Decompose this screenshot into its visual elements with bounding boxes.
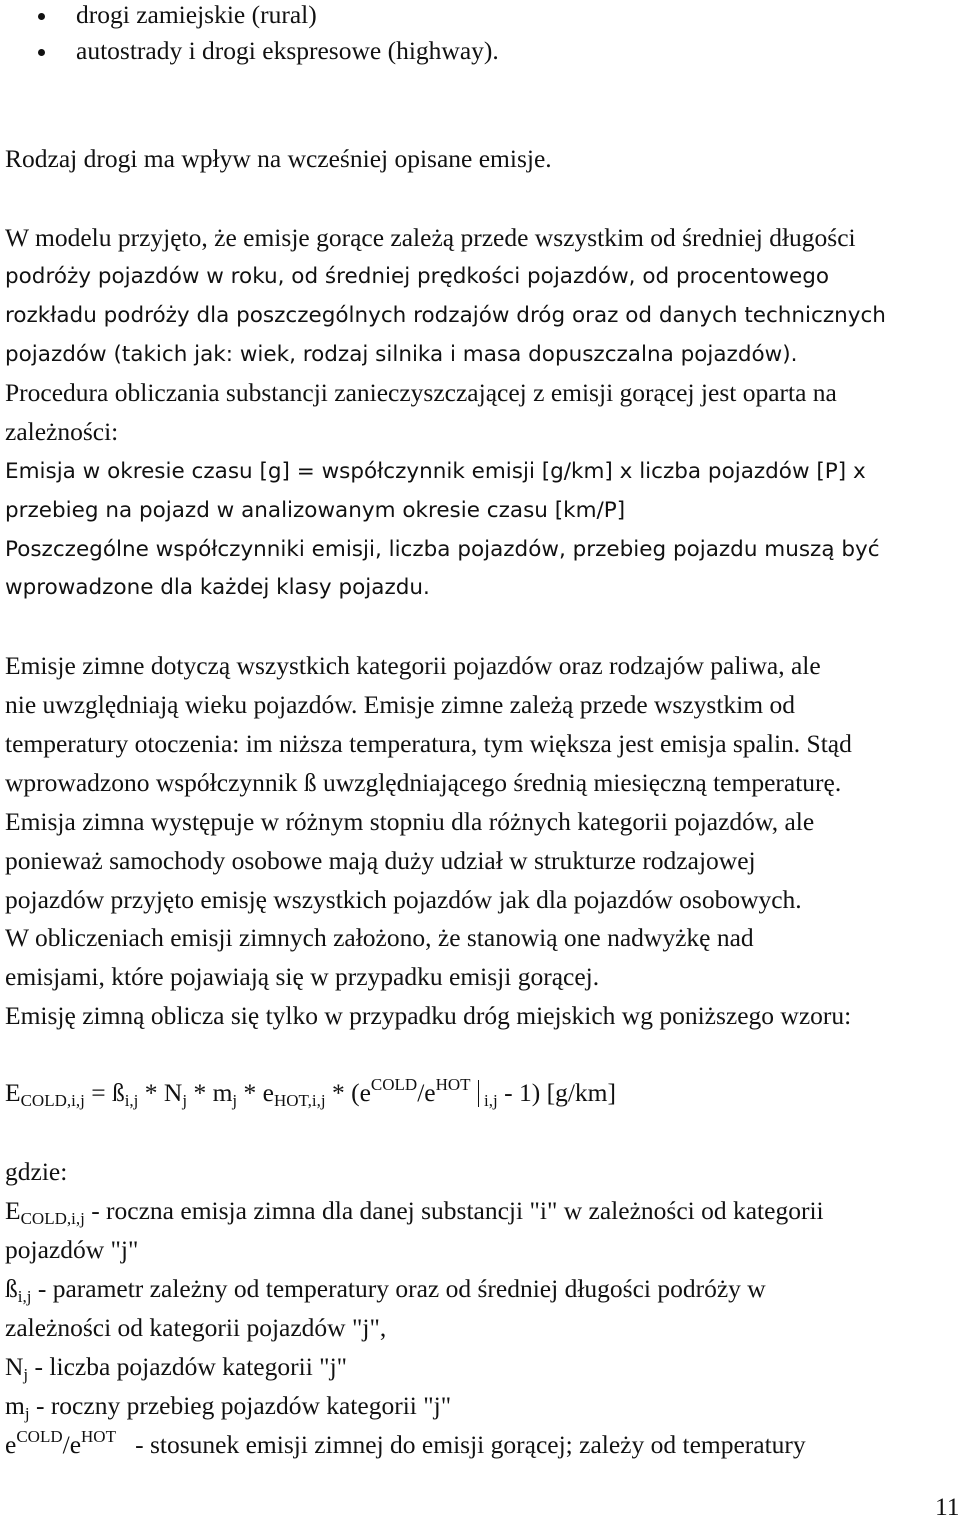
text-line: pojazdów "j": [5, 1235, 139, 1264]
list-item-text: autostrady i drogi ekspresowe (highway).: [76, 36, 499, 65]
definition-n: $N_j$ - liczba pojazdów kategorii "j": [5, 1352, 348, 1384]
definition-m: $m_j$ - roczny przebieg pojazdów kategorii "j": [5, 1391, 452, 1423]
text-line: Emisja zimna występuje w różnym stopniu dla różnych kategorii pojazdów, ale: [5, 807, 815, 836]
text-line: Procedura obliczania substancji zanieczyszczającej z emisji gorącej jest oparta na: [5, 378, 837, 407]
definition-beta: $ß_{i,j}$ - parametr zależny od temperatury oraz od średniej długości podróży w: [5, 1274, 766, 1306]
text-line: pojazdów przyjęto emisję wszystkich pojazdów jak dla pojazdów osobowych.: [5, 885, 802, 914]
text-line: wprowadzone dla każdej klasy pojazdu.: [5, 575, 430, 600]
text-line: W modelu przyjęto, że emisje gorące zależą przede wszystkim od średniej długości: [5, 223, 856, 252]
text-line: pojazdów (takich jak: wiek, rodzaj silnika i masa dopuszczalna pojazdów).: [5, 342, 798, 367]
text-line: Emisja w okresie czasu [g] = współczynnik emisji [g/km] x liczba pojazdów [P] x: [5, 459, 866, 484]
definition-e-cold: $E_{COLD,i,j}$ - roczna emisja zimna dla danej substancji "i" w zależności od kategorii: [5, 1196, 824, 1228]
bullet-icon: [38, 49, 45, 56]
text-line: nie uwzględniają wieku pojazdów. Emisje zimne zależą przede wszystkim od: [5, 690, 795, 719]
list-item-text: drogi zamiejskie (rural): [76, 0, 317, 29]
text-line: emisjami, które pojawiają się w przypadku emisji gorącej.: [5, 962, 600, 991]
text-line: Poszczególne współczynniki emisji, liczba pojazdów, przebieg pojazdu muszą być: [5, 537, 880, 562]
text-line: ponieważ samochody osobowe mają duży udział w strukturze rodzajowej: [5, 846, 756, 875]
page-number: 11: [935, 1492, 960, 1521]
text-line: przebieg na pojazd w analizowanym okresie czasu [km/P]: [5, 498, 626, 523]
text-line: zależności od kategorii pojazdów "j",: [5, 1313, 387, 1342]
definitions-heading: gdzie:: [5, 1157, 68, 1186]
evaluation-bar: [478, 1080, 480, 1107]
text-line: W obliczeniach emisji zimnych założono, że stanowią one nadwyżkę nad: [5, 923, 754, 952]
text-line: zależności:: [5, 417, 119, 446]
road-type-note: Rodzaj drogi ma wpływ na wcześniej opisane emisje.: [5, 144, 552, 173]
definition-ratio: $e^{COLD}/e^{HOT}$ - stosunek emisji zimnej do emisji gorącej; zależy od temperatury: [5, 1427, 806, 1459]
bullet-icon: [38, 13, 45, 20]
text-line: Emisję zimną oblicza się tylko w przypadku dróg miejskich wg poniższego wzoru:: [5, 1001, 852, 1030]
text-line: podróży pojazdów w roku, od średniej prędkości pojazdów, od procentowego: [5, 264, 830, 289]
text-line: wprowadzono współczynnik ß uwzględniającego średnią miesięczną temperaturę.: [5, 768, 842, 797]
text-line: rozkładu podróży dla poszczególnych rodzajów dróg oraz od danych technicznych: [5, 303, 886, 328]
text-line: temperatury otoczenia: im niższa temperatura, tym większa jest emisja spalin. Stąd: [5, 729, 852, 758]
text-line: Emisje zimne dotyczą wszystkich kategorii pojazdów oraz rodzajów paliwa, ale: [5, 651, 821, 680]
cold-emission-formula: $E_{COLD,i,j}$ = $ß_{i,j} * N_j * m_j * e_{HOT,i,j} * (e^{COLD}/e^{HOT}_{i,j} - 1)$ [g/km]: [5, 1075, 617, 1110]
